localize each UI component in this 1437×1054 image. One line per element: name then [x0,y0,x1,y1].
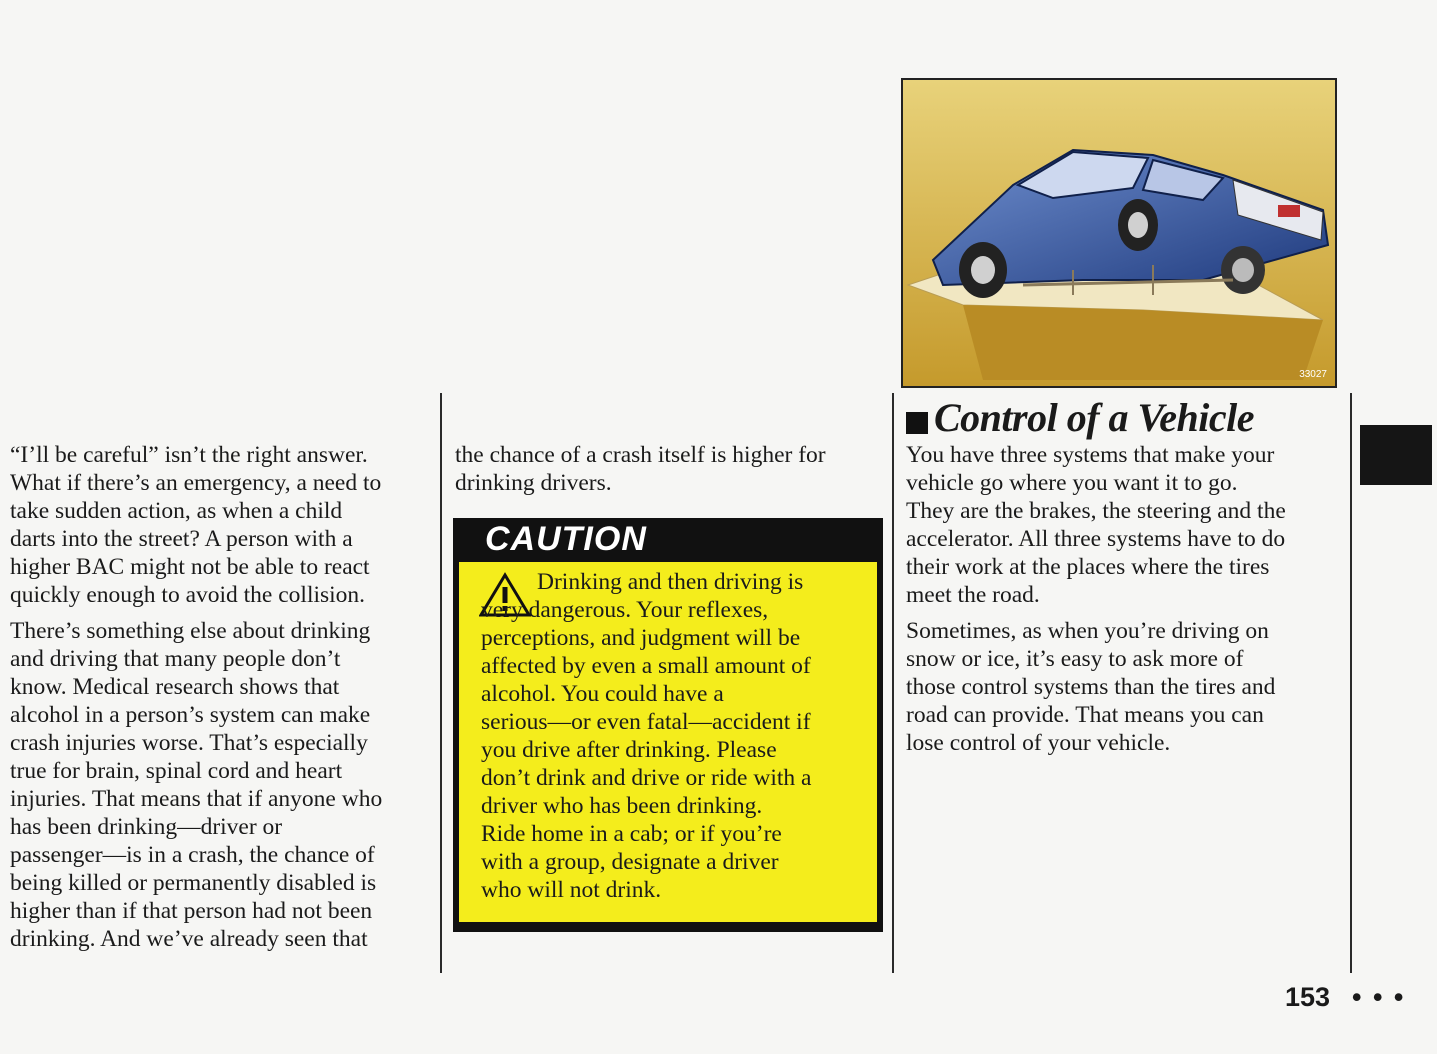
paragraph: Sometimes, as when you’re driving on snow or ice, it’s easy to ask more of those control systems than the tires and road can provide. That means you can lose control of your vehicle. [906,618,1276,756]
caution-text: Drinking and then driving is very dangerous. Your reflexes, perceptions, and judgment will be affected by even a small amount of alcohol. You could have a serious—or even fatal—accident if you drive after drinking. Please don’t drink and drive or ride with a driver who has been drinking. Ride home in a cab; or if you’re with a group, designate a driver who will not drink. [481,569,812,903]
column-divider [440,393,442,973]
paragraph: the chance of a crash itself is higher for drinking drivers. [455,442,826,496]
column-left [10,441,430,961]
section-heading-text: Control of a Vehicle [934,395,1255,440]
caution-title: CAUTION [485,520,647,558]
car-illustration [901,78,1337,388]
paragraph: There’s something else about drinking and driving that many people don’t know. Medical research shows that alcohol in a person’s system can make crash injuries worse. That’s especially true for brain, spinal cord and heart injuries. That means that if anyone who has been drinking—driver or passenger—is in a crash, the chance of being killed or permanently disabled is higher than if that person had not been drinking. And we’ve already seen that [10,618,383,952]
column-divider [892,393,894,973]
page-number-dots: • • • [1352,982,1406,1012]
paragraph: You have three systems that make your vehicle go where you want it to go. They are the brakes, the steering and the accelerator. All three systems have to do their work at the places where the tires meet the road. [906,442,1286,608]
column-middle [455,441,880,505]
column-right [906,441,1346,765]
column-divider [1350,393,1352,973]
car-on-slab-illustration [903,80,1335,386]
caution-box [453,518,883,932]
chapter-tab-marker [1360,425,1432,485]
figure-code: 33027 [1299,369,1327,380]
section-heading [906,394,1254,441]
page-number: 153 [1285,982,1331,1012]
square-bullet-icon [906,412,928,434]
paragraph: “I’ll be careful” isn’t the right answer. What if there’s an emergency, a need to take sudden action, as when a child darts into the street? A person with a higher BAC might not be able to react quickly enough to avoid the collision. [10,442,382,608]
caution-body [459,562,877,922]
